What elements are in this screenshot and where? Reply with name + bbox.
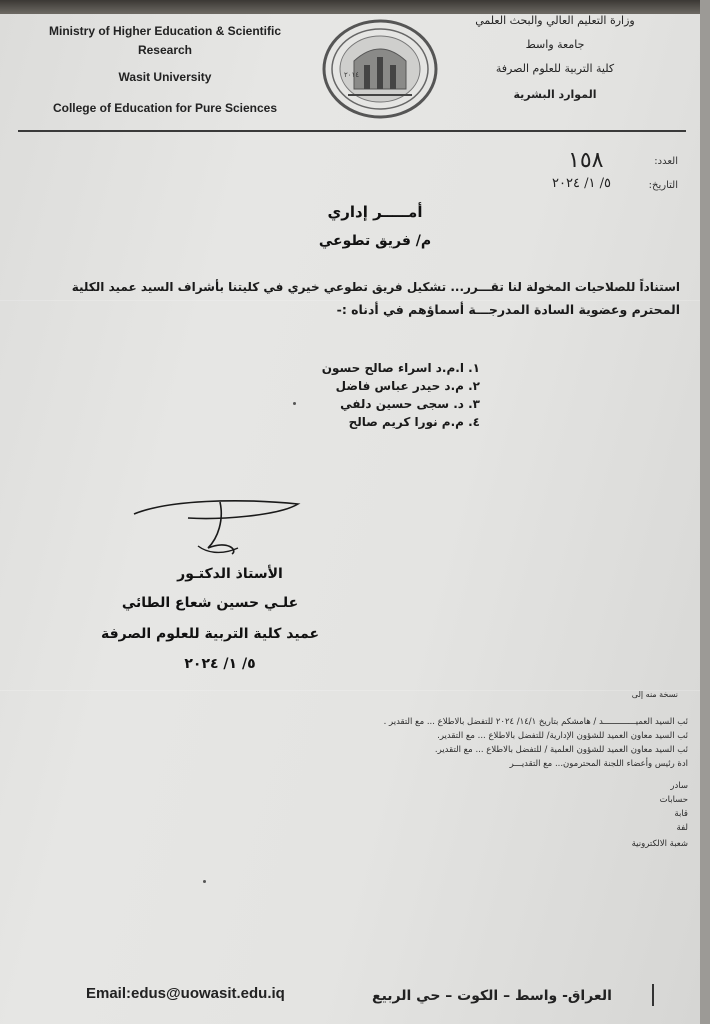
number-label: العدد:: [654, 156, 678, 167]
header-divider: [18, 130, 686, 132]
footer-email: Email:edus@uowasit.edu.iq: [86, 985, 285, 1002]
date-label: التاريخ:: [648, 180, 678, 191]
order-subject: م/ فريق تطوعي: [318, 233, 432, 249]
signature-date: ٥/ ١/ ٢٠٢٤: [184, 656, 256, 672]
member-item: ٤. م.م نورا كريم صالح: [348, 415, 480, 429]
copy-line: سادر: [670, 781, 688, 791]
header-ar-college: كلية التربية للعلوم الصرفة: [495, 62, 615, 75]
photo-top-edge: [0, 0, 700, 14]
copy-line: حسابات: [659, 795, 688, 805]
logo-year: ٢٠١٤: [344, 71, 360, 79]
copy-line: ئب السيد معاون العميد للشؤون العلمية / للتفضل بالاطلاع ... مع التقدير.: [434, 745, 688, 755]
handwritten-signature: [128, 490, 308, 565]
copy-line: ادة رئيس وأعضاء اللجنة المحترمون... مع التقديـــر: [509, 759, 688, 769]
copy-line: لفة: [676, 823, 688, 833]
header-ar-university: جامعة واسط: [525, 38, 585, 51]
header-en-college: College of Education for Pure Sciences: [52, 101, 278, 115]
signatory-title: الأستاذ الدكتـور: [177, 566, 283, 582]
number-value: ١٥٨: [568, 148, 604, 173]
members-list: [322, 359, 480, 431]
header-ar-ministry: وزارة التعليم العالي والبحث العلمي: [475, 14, 635, 27]
order-title: أمـــــر إداري: [327, 203, 423, 221]
order-body-line-2: المحترم وعضوية السادة المدرجـــة أسماؤهم في أدناه :-: [336, 302, 680, 317]
header-en-ministry: Ministry of Higher Education & Scientific Research: [48, 24, 282, 57]
paper-crease: [0, 690, 700, 691]
member-item: ٢. م.د حيدر عباس فاضل: [335, 379, 480, 393]
university-logo: [320, 17, 440, 121]
member-item: ٣. د. سجى حسين دلفي: [340, 397, 480, 411]
copy-line: ئب السيد معاون العميد للشؤون الإدارية/ للتفضل بالاطلاع ... مع التقدير.: [437, 731, 688, 741]
header-en-university: Wasit University: [118, 70, 212, 84]
copy-line: ئب السيد العميـــــــــــــد / هامشكم بتاريخ ١٤/١/ ٢٠٢٤ للتفضل بالاطلاع ... مع التقدير .: [383, 717, 688, 727]
date-value: ٥/ ١/ ٢٠٢٤: [552, 176, 611, 191]
paper-speck: [203, 880, 206, 883]
footer-address: العراق- واسط – الكوت – حي الربيع: [372, 988, 612, 1004]
copy-line: قابة: [674, 809, 688, 819]
paper-speck: [293, 402, 296, 405]
copy-line: شعبة الالكترونية: [631, 839, 688, 849]
signatory-name: علـي حسين شعاع الطائي: [121, 595, 299, 611]
order-body-line-1: استناداً للصلاحيات المخولة لنا تقـــرر... تشكيل فريق تطوعي خيري في كليتنا بأشراف السيد عميد الكلية: [71, 280, 680, 294]
copies-heading: نسخة منه إلى: [631, 690, 678, 699]
footer-divider: [652, 984, 654, 1006]
signatory-position: عميد كلية التربية للعلوم الصرفة: [100, 626, 320, 642]
header-ar-department: الموارد البشرية: [513, 88, 597, 101]
member-item: ١. ا.م.د اسراء صالح حسون: [321, 361, 480, 375]
